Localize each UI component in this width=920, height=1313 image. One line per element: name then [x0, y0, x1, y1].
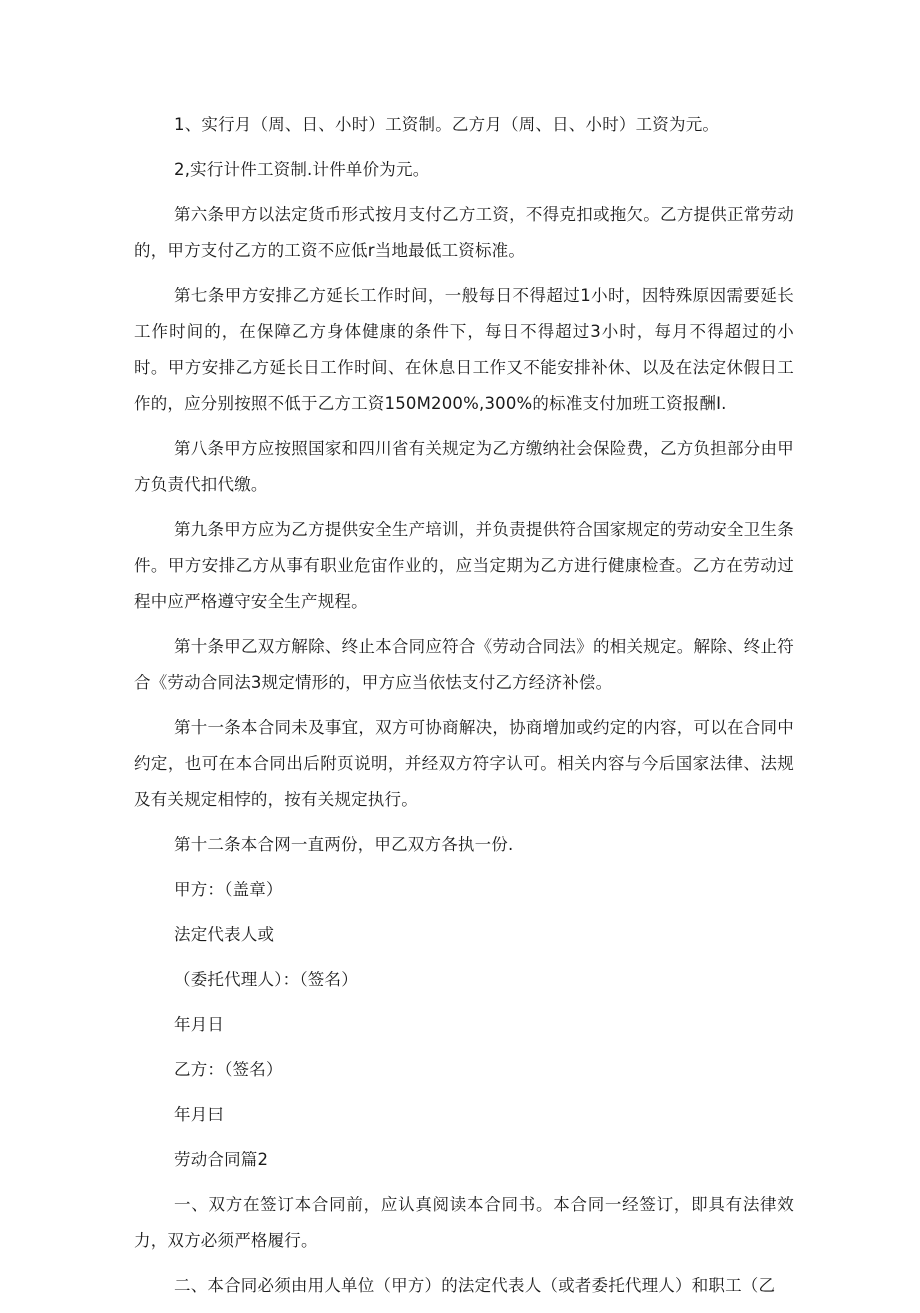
party-a-date: 年月日	[174, 1015, 225, 1034]
clause-monthly-wage: 1、实行月（周、日、小时）工资制。乙方月（周、日、小时）工资为元。	[174, 115, 720, 134]
section2-item-1: 一、双方在签订本合同前，应认真阅读本合同书。本合同一经签订，即具有法律效力，双方必须严格履行。	[134, 1195, 794, 1250]
document-body	[134, 107, 794, 1313]
section2-item-2: 二、本合同必须由用人单位（甲方）的法定代表人（或者委托代理人）和职工（乙	[174, 1276, 776, 1295]
party-b-signature: 乙方：（签名）	[174, 1060, 283, 1079]
article-12: 第十二条本合网一直两份，甲乙双方各执一份.	[174, 835, 514, 854]
clause-piece-wage: 2,实行计件工资制.计件单价为元。	[174, 160, 430, 179]
article-7: 第七条甲方安排乙方延长工作时间，一般每日不得超过1小时，因特殊原因需要延长工作时间的，在保障乙方身体健康的条件下，每日不得超过3小时，每月不得超过的小时。甲方安排乙方延长日工作时间、在休息日工作又不能安排补休、以及在法定休假日工作的，应分别按照不低于乙方工资150M200%,300%的标准支付加班工资报酬I.	[134, 286, 794, 413]
party-a-seal: 甲方：（盖章）	[174, 880, 283, 899]
authorized-agent: （委托代理人）：（签名）	[174, 970, 358, 989]
article-10: 第十条甲乙双方解除、终止本合同应符合《劳动合同法》的相关规定。解除、终止符合《劳动合同法3规定情形的，甲方应当依怯支付乙方经济补偿。	[134, 637, 794, 692]
legal-representative: 法定代表人或	[174, 925, 275, 944]
article-9: 第九条甲方应为乙方提供安全生产培训，并负责提供符合国家规定的劳动安全卫生条件。甲方安排乙方从事有职业危宙作业的，应当定期为乙方进行健康检查。乙方在劳动过程中应严格遵守安全生产规程。	[134, 520, 794, 611]
article-6: 第六条甲方以法定货币形式按月支付乙方工资，不得克扣或拖欠。乙方提供正常劳动的，甲方支付乙方的工资不应低r当地最低工资标准。	[134, 205, 794, 260]
party-b-date: 年月曰	[174, 1105, 225, 1124]
article-11: 第十一条本合同未及事宜，双方可协商解决，协商增加或约定的内容，可以在合同中约定，也可在本合同出后附页说明，并经双方符字认可。相关内容与今后国家法律、法规及有关规定相悖的，按有关规定执行。	[134, 718, 794, 809]
article-8: 第八条甲方应按照国家和四川省有关规定为乙方缴纳社会保险费，乙方负担部分由甲方负责代扣代缴。	[134, 439, 794, 494]
section-heading: 劳动合同篇2	[174, 1150, 269, 1169]
